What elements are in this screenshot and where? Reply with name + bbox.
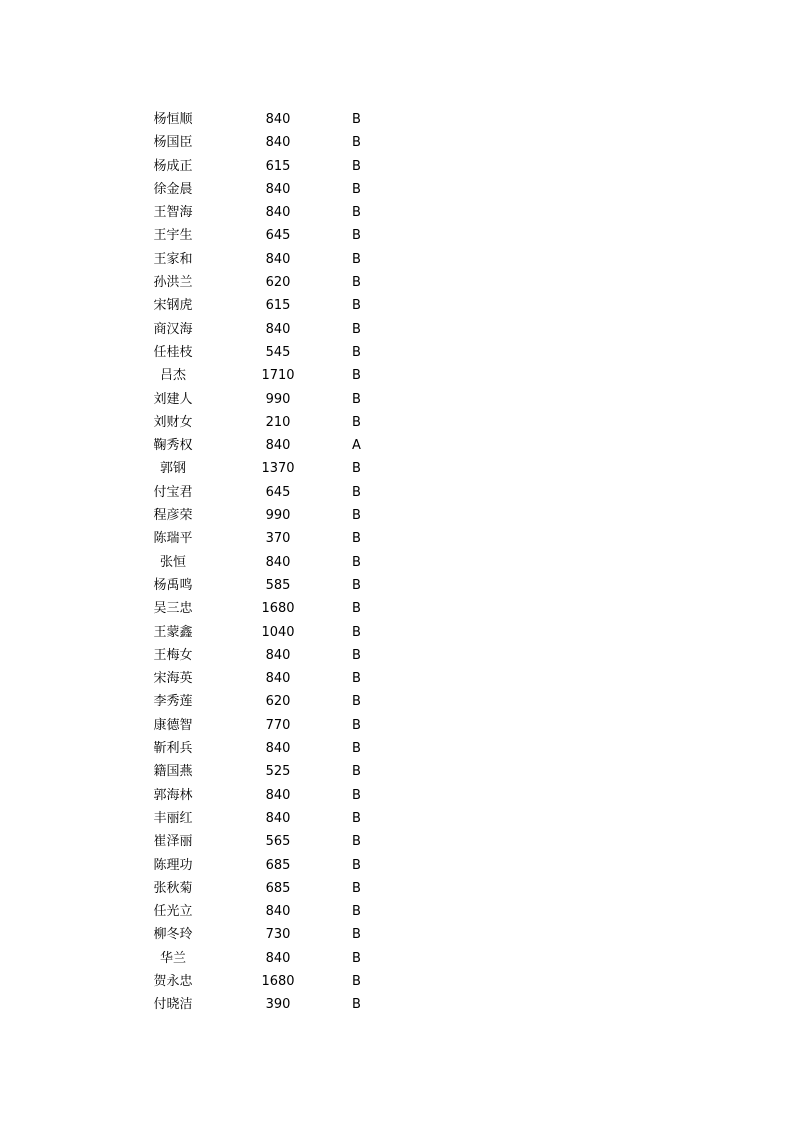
table-row: [140, 318, 400, 341]
amount-cell: 840: [265, 950, 291, 966]
name-cell: 宋钢虎: [153, 298, 193, 314]
grade-cell: B: [352, 112, 361, 127]
amount-cell: 370: [265, 531, 291, 547]
grade-cell: B: [352, 461, 361, 477]
name-cell: 吕杰: [159, 368, 186, 384]
amount-cell: 840: [265, 647, 291, 663]
table-row: [140, 155, 400, 178]
table-row: [140, 551, 400, 574]
amount-cell: 840: [265, 135, 291, 151]
table-row: [140, 224, 400, 247]
amount-cell: 840: [265, 787, 291, 803]
name-cell: 鞠秀权: [153, 438, 193, 454]
amount-cell: 1710: [261, 368, 295, 384]
amount-cell: 210: [265, 414, 291, 430]
grade-cell: B: [352, 205, 361, 221]
amount-cell: 840: [265, 554, 291, 570]
table-row: [140, 178, 400, 201]
table-row: [140, 527, 400, 550]
grade-cell: B: [352, 391, 361, 407]
grade-cell: B: [352, 135, 361, 151]
name-cell: 刘财女: [153, 414, 193, 430]
name-cell: 华兰: [159, 950, 186, 966]
grade-cell: B: [352, 251, 361, 267]
table-row: [140, 457, 400, 480]
amount-cell: 585: [265, 577, 291, 593]
table-row: [140, 201, 400, 224]
grade-cell: B: [352, 717, 361, 733]
amount-cell: 840: [265, 112, 291, 127]
table-row: [140, 434, 400, 457]
name-cell: 丰丽红: [153, 810, 193, 826]
name-cell: 程彦荣: [153, 508, 193, 524]
name-cell: 商汉海: [153, 321, 193, 337]
amount-cell: 620: [265, 275, 291, 291]
amount-cell: 840: [265, 251, 291, 267]
grade-cell: B: [352, 810, 361, 826]
grade-cell: B: [352, 368, 361, 384]
grade-cell: B: [352, 694, 361, 710]
name-cell: 王智海: [153, 205, 193, 221]
table-row: [140, 411, 400, 434]
amount-cell: 730: [265, 927, 291, 943]
table-row: [140, 108, 400, 131]
amount-cell: 645: [265, 484, 291, 500]
name-cell: 杨国臣: [153, 135, 193, 151]
table-row: [140, 947, 400, 970]
table-row: [140, 714, 400, 737]
table-row: [140, 737, 400, 760]
name-cell: 崔泽丽: [153, 834, 193, 850]
amount-cell: 615: [265, 158, 291, 174]
name-cell: 王梅女: [153, 647, 193, 663]
name-cell: 付宝君: [153, 484, 193, 500]
grade-cell: A: [352, 438, 361, 454]
name-cell: 刘建人: [153, 391, 193, 407]
grade-cell: B: [352, 624, 361, 640]
table-row: [140, 131, 400, 154]
name-cell: 籍国燕: [153, 764, 193, 780]
table-row: [140, 830, 400, 853]
table-row: [140, 271, 400, 294]
name-cell: 任桂枝: [153, 344, 193, 360]
table-row: [140, 993, 400, 1016]
grade-cell: B: [352, 531, 361, 547]
table-row: [140, 923, 400, 946]
table-row: [140, 690, 400, 713]
grade-cell: B: [352, 508, 361, 524]
grade-cell: B: [352, 927, 361, 943]
table-row: [140, 784, 400, 807]
amount-cell: 615: [265, 298, 291, 314]
table-row: [140, 294, 400, 317]
grade-cell: B: [352, 741, 361, 757]
name-cell: 杨禹鸣: [153, 577, 193, 593]
amount-cell: 840: [265, 671, 291, 687]
grade-cell: B: [352, 577, 361, 593]
table-row: [140, 597, 400, 620]
grade-cell: B: [352, 298, 361, 314]
amount-cell: 840: [265, 810, 291, 826]
table-row: [140, 970, 400, 993]
name-cell: 靳利兵: [153, 741, 193, 757]
amount-cell: 685: [265, 857, 291, 873]
amount-cell: 840: [265, 321, 291, 337]
name-cell: 付晓洁: [153, 997, 193, 1013]
data-table: [140, 108, 400, 1017]
name-cell: 孙洪兰: [153, 275, 193, 291]
name-cell: 康德智: [153, 717, 193, 733]
amount-cell: 840: [265, 181, 291, 197]
grade-cell: B: [352, 321, 361, 337]
grade-cell: B: [352, 344, 361, 360]
grade-cell: B: [352, 880, 361, 896]
table-row: [140, 667, 400, 690]
grade-cell: B: [352, 601, 361, 617]
table-row: [140, 760, 400, 783]
grade-cell: B: [352, 671, 361, 687]
amount-cell: 545: [265, 344, 291, 360]
grade-cell: B: [352, 647, 361, 663]
amount-cell: 390: [265, 997, 291, 1013]
name-cell: 陈理功: [153, 857, 193, 873]
grade-cell: B: [352, 158, 361, 174]
grade-cell: B: [352, 787, 361, 803]
table-row: [140, 341, 400, 364]
amount-cell: 990: [265, 508, 291, 524]
table-row: [140, 481, 400, 504]
amount-cell: 1680: [261, 601, 295, 617]
name-cell: 王宇生: [153, 228, 193, 244]
grade-cell: B: [352, 904, 361, 920]
grade-cell: B: [352, 857, 361, 873]
table-row: [140, 504, 400, 527]
name-cell: 徐金晨: [153, 181, 193, 197]
table-row: [140, 364, 400, 387]
amount-cell: 840: [265, 741, 291, 757]
amount-cell: 1040: [261, 624, 295, 640]
amount-cell: 840: [265, 904, 291, 920]
grade-cell: B: [352, 228, 361, 244]
table-row: [140, 877, 400, 900]
amount-cell: 770: [265, 717, 291, 733]
name-cell: 贺永忠: [153, 973, 193, 989]
table-row: [140, 807, 400, 830]
table-row: [140, 574, 400, 597]
grade-cell: B: [352, 834, 361, 850]
amount-cell: 685: [265, 880, 291, 896]
grade-cell: B: [352, 973, 361, 989]
amount-cell: 840: [265, 438, 291, 454]
grade-cell: B: [352, 997, 361, 1013]
table-row: [140, 644, 400, 667]
grade-cell: B: [352, 950, 361, 966]
name-cell: 张秋菊: [153, 880, 193, 896]
name-cell: 张恒: [159, 554, 186, 570]
amount-cell: 1370: [261, 461, 295, 477]
name-cell: 杨恒顺: [153, 112, 193, 127]
name-cell: 郭海林: [153, 787, 193, 803]
name-cell: 李秀莲: [153, 694, 193, 710]
name-cell: 陈瑞平: [153, 531, 193, 547]
grade-cell: B: [352, 414, 361, 430]
name-cell: 杨成正: [153, 158, 193, 174]
name-cell: 郭钢: [159, 461, 186, 477]
grade-cell: B: [352, 275, 361, 291]
grade-cell: B: [352, 181, 361, 197]
table-row: [140, 854, 400, 877]
amount-cell: 990: [265, 391, 291, 407]
name-cell: 王蒙鑫: [153, 624, 193, 640]
amount-cell: 525: [265, 764, 291, 780]
name-cell: 王家和: [153, 251, 193, 267]
name-cell: 宋海英: [153, 671, 193, 687]
amount-cell: 565: [265, 834, 291, 850]
grade-cell: B: [352, 484, 361, 500]
table-row: [140, 621, 400, 644]
name-cell: 任光立: [153, 904, 193, 920]
amount-cell: 1680: [261, 973, 295, 989]
table-row: [140, 900, 400, 923]
grade-cell: B: [352, 554, 361, 570]
grade-cell: B: [352, 764, 361, 780]
amount-cell: 620: [265, 694, 291, 710]
amount-cell: 840: [265, 205, 291, 221]
table-row: [140, 388, 400, 411]
name-cell: 柳冬玲: [153, 927, 193, 943]
table-row: [140, 248, 400, 271]
name-cell: 吴三忠: [153, 601, 193, 617]
amount-cell: 645: [265, 228, 291, 244]
